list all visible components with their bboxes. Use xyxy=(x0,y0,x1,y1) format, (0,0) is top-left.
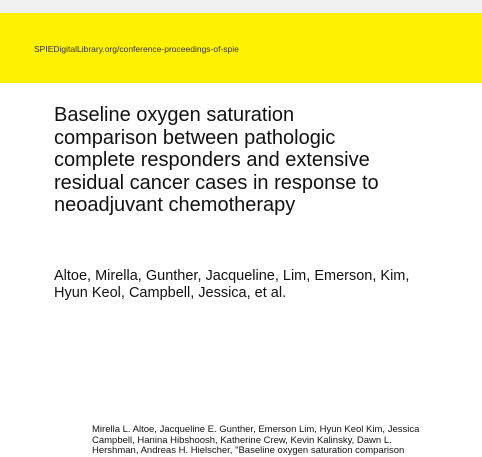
citation-line: Mirella L. Altoe, Jacqueline E. Gunther, Emerson Lim, Hyun Keol Kim, Jessica xyxy=(92,424,420,435)
author-line: Altoe, Mirella, Gunther, Jacqueline, Lim, Emerson, Kim, xyxy=(54,268,410,284)
title-line: neoadjuvant chemotherapy xyxy=(54,194,296,216)
citation-line: Hershman, Andreas H. Hielscher, "Baseline oxygen saturation comparison xyxy=(92,445,405,456)
author-list xyxy=(54,268,454,302)
citation-line: Campbell, Hanina Hibshoosh, Katherine Crew, Kevin Kalinsky, Dawn L. xyxy=(92,434,392,446)
title-line: comparison between pathologic xyxy=(54,126,336,149)
title-line: residual cancer cases in response to xyxy=(54,171,379,194)
author-line: Hyun Keol, Campbell, Jessica, et al. xyxy=(54,285,287,301)
top-strip xyxy=(0,0,482,13)
title-line: Baseline oxygen saturation xyxy=(54,104,295,126)
title-line: complete responders and extensive xyxy=(54,149,370,171)
proceedings-url-link[interactable]: SPIEDigitalLibrary.org/conference-proceedings-of-spie xyxy=(34,44,239,54)
citation-text xyxy=(92,425,472,457)
header-banner xyxy=(0,13,482,83)
paper-title xyxy=(54,104,454,217)
